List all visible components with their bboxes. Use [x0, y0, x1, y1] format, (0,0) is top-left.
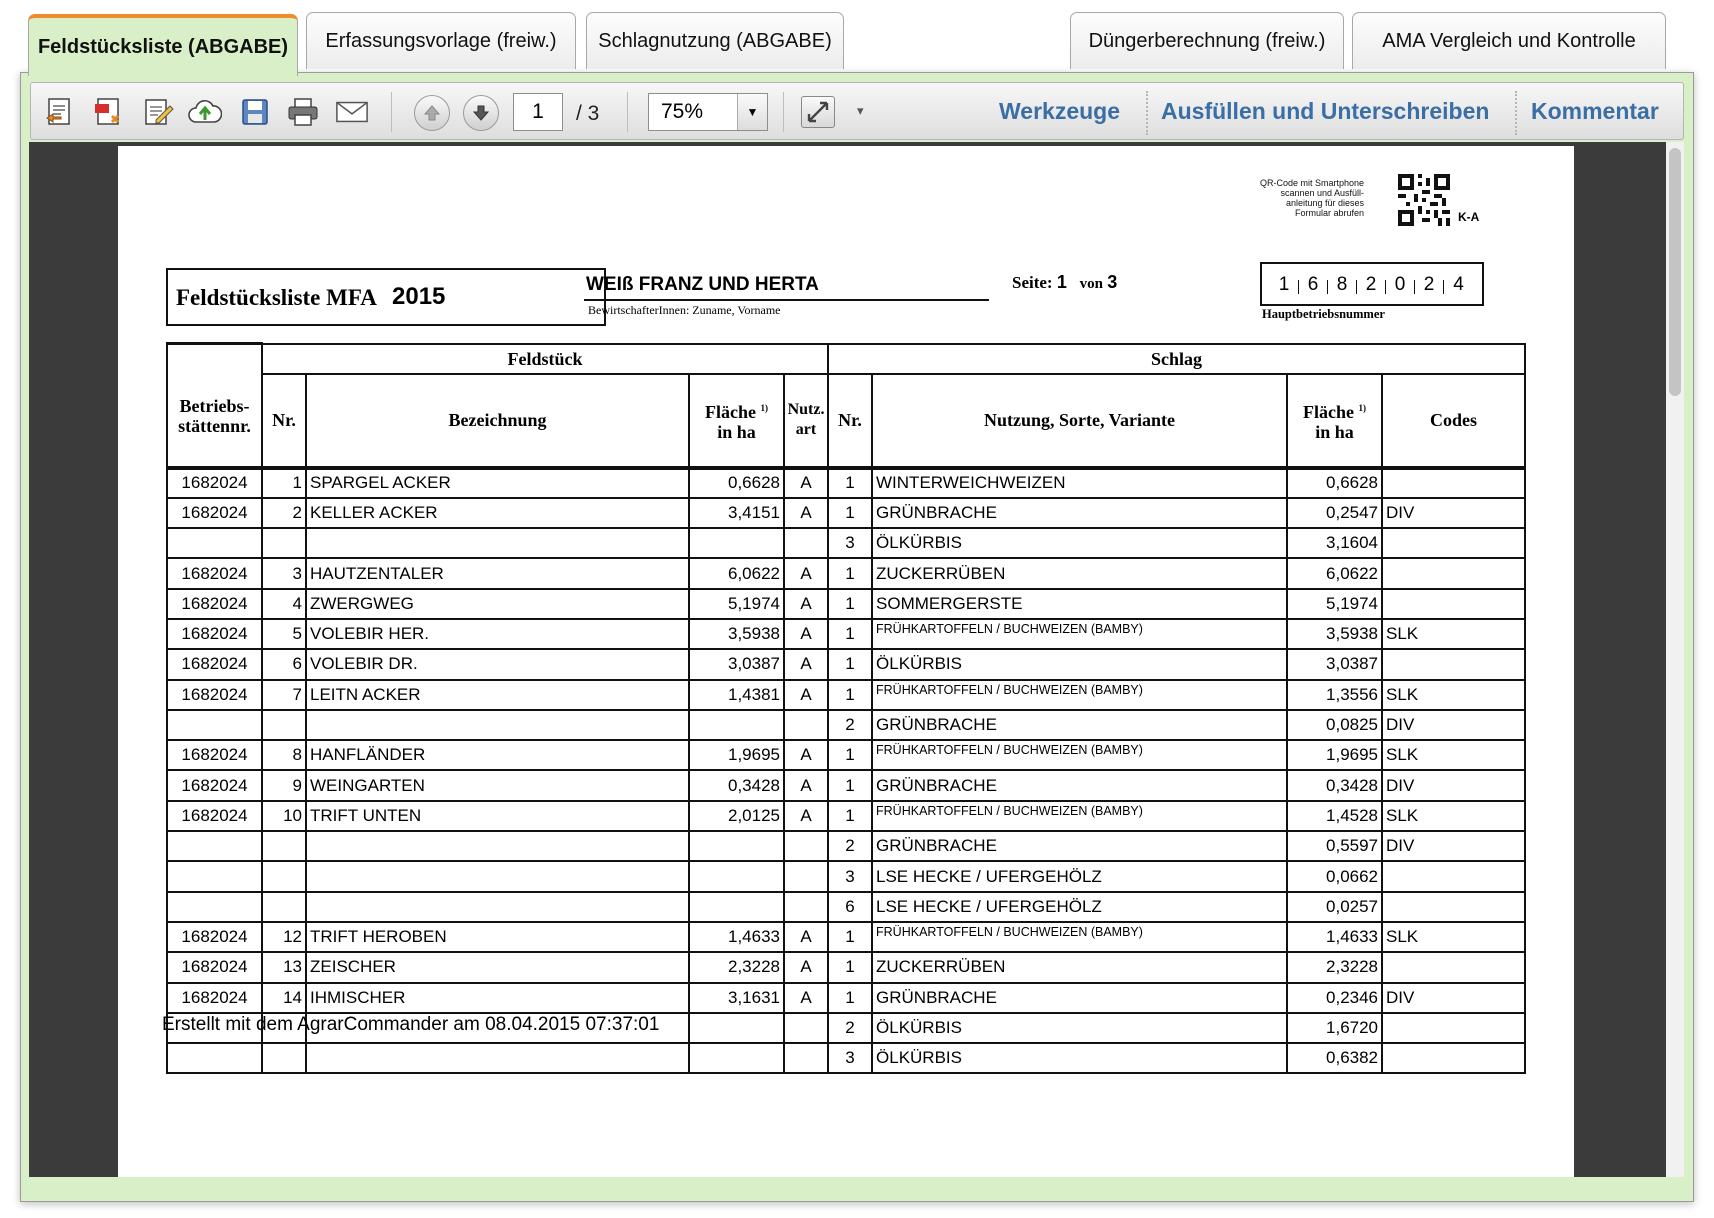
- table-cell-snr: 3: [828, 861, 872, 891]
- hbn-digit: 1: [1270, 280, 1299, 294]
- table-cell-snr: 6: [828, 892, 872, 922]
- tab-feldstuecksliste[interactable]: Feldstücksliste (ABGABE): [28, 14, 298, 76]
- page-total: / 3: [576, 102, 600, 125]
- header-schlag: Schlag: [828, 344, 1525, 374]
- table-cell-bez: HAUTZENTALER: [306, 558, 689, 588]
- table-cell-nr: 12: [262, 922, 306, 952]
- tab-duengerberechnung[interactable]: Düngerberechnung (freiw.): [1070, 12, 1344, 69]
- table-cell-fl: [689, 892, 784, 922]
- export-icon[interactable]: [43, 96, 77, 128]
- table-row: [167, 619, 1525, 649]
- table-cell-betrieb: 1682024: [167, 680, 262, 710]
- table-cell-bez: [306, 892, 689, 922]
- table-cell-nutz: ÖLKÜRBIS: [872, 1043, 1287, 1073]
- table-cell-nr: 2: [262, 498, 306, 528]
- footer-text: Erstellt mit dem AgrarCommander am 08.04.2015 07:37:01: [162, 1014, 660, 1035]
- year: 2015: [392, 283, 446, 310]
- hbn-digit: 2: [1357, 280, 1386, 294]
- table-cell-code: DIV: [1382, 498, 1525, 528]
- table-cell-art: A: [784, 922, 828, 952]
- hbn-digit: 4: [1453, 274, 1464, 295]
- header-nr: Nr.: [262, 374, 306, 468]
- table-cell-bez: TRIFT HEROBEN: [306, 922, 689, 952]
- pdf-toolbar: [30, 82, 1684, 140]
- table-cell-code: SLK: [1382, 922, 1525, 952]
- hbn-digit: 0: [1386, 280, 1415, 294]
- table-cell-art: A: [784, 649, 828, 679]
- table-cell-nr: [262, 892, 306, 922]
- table-cell-nr: 4: [262, 589, 306, 619]
- table-cell-betrieb: 1682024: [167, 801, 262, 831]
- table-cell-art: A: [784, 770, 828, 800]
- table-cell-nr: 13: [262, 952, 306, 982]
- page-indicator: Seite: 1 von 3: [1012, 272, 1118, 292]
- table-cell-code: [1382, 558, 1525, 588]
- table-cell-fl: 1,9695: [689, 740, 784, 770]
- table-cell-betrieb: [167, 892, 262, 922]
- table-cell-snr: 3: [828, 528, 872, 558]
- table-cell-fl: 5,1974: [689, 589, 784, 619]
- pdf-icon[interactable]: [91, 96, 125, 128]
- table-cell-fl: 2,0125: [689, 801, 784, 831]
- table-row: [167, 831, 1525, 861]
- table-cell-nr: [262, 1043, 306, 1073]
- table-cell-nutz: LSE HECKE / UFERGEHÖLZ: [872, 892, 1287, 922]
- table-cell-nutz: FRÜHKARTOFFELN / BUCHWEIZEN (BAMBY): [872, 619, 1287, 649]
- table-cell-nutz: ZUCKERRÜBEN: [872, 952, 1287, 982]
- table-cell-code: [1382, 1013, 1525, 1043]
- table-cell-sfl: 0,0257: [1287, 892, 1382, 922]
- table-cell-fl: 2,3228: [689, 952, 784, 982]
- table-cell-nutz: FRÜHKARTOFFELN / BUCHWEIZEN (BAMBY): [872, 922, 1287, 952]
- table-cell-snr: 1: [828, 619, 872, 649]
- table-cell-nutz: FRÜHKARTOFFELN / BUCHWEIZEN (BAMBY): [872, 801, 1287, 831]
- table-cell-code: DIV: [1382, 831, 1525, 861]
- header-nutzung: Nutzung, Sorte, Variante: [872, 374, 1287, 468]
- parcel-table: [166, 342, 1526, 1074]
- table-cell-sfl: 3,5938: [1287, 619, 1382, 649]
- page-down-icon[interactable]: [463, 95, 499, 131]
- table-cell-fl: [689, 1013, 784, 1043]
- table-row: [167, 498, 1525, 528]
- table-cell-snr: 1: [828, 680, 872, 710]
- table-cell-snr: 1: [828, 649, 872, 679]
- table-cell-nutz: GRÜNBRACHE: [872, 498, 1287, 528]
- tab-schlagnutzung[interactable]: Schlagnutzung (ABGABE): [586, 12, 844, 69]
- table-cell-code: SLK: [1382, 619, 1525, 649]
- table-row: [167, 892, 1525, 922]
- table-cell-snr: 1: [828, 498, 872, 528]
- table-cell-bez: LEITN ACKER: [306, 680, 689, 710]
- scrollbar-thumb[interactable]: [1669, 148, 1681, 396]
- table-cell-betrieb: 1682024: [167, 558, 262, 588]
- menu-icon[interactable]: ▾: [857, 103, 864, 118]
- table-cell-nutz: GRÜNBRACHE: [872, 710, 1287, 740]
- table-cell-art: A: [784, 801, 828, 831]
- chevron-down-icon[interactable]: ▼: [737, 94, 767, 130]
- table-cell-snr: 3: [828, 1043, 872, 1073]
- table-cell-art: [784, 1043, 828, 1073]
- tools-button[interactable]: Werkzeuge: [999, 98, 1121, 124]
- table-cell-sfl: 3,1604: [1287, 528, 1382, 558]
- table-cell-betrieb: [167, 710, 262, 740]
- table-cell-nr: 10: [262, 801, 306, 831]
- table-row: [167, 801, 1525, 831]
- table-cell-fl: [689, 528, 784, 558]
- table-cell-betrieb: 1682024: [167, 619, 262, 649]
- table-cell-sfl: 1,6720: [1287, 1013, 1382, 1043]
- table-cell-bez: HANFLÄNDER: [306, 740, 689, 770]
- table-cell-code: [1382, 1043, 1525, 1073]
- table-cell-sfl: 5,1974: [1287, 589, 1382, 619]
- table-cell-fl: [689, 831, 784, 861]
- table-cell-art: [784, 528, 828, 558]
- table-cell-bez: [306, 831, 689, 861]
- table-cell-nr: 3: [262, 558, 306, 588]
- table-cell-code: DIV: [1382, 983, 1525, 1013]
- table-cell-bez: SPARGEL ACKER: [306, 468, 689, 498]
- table-cell-betrieb: 1682024: [167, 589, 262, 619]
- table-cell-art: [784, 831, 828, 861]
- table-cell-nutz: FRÜHKARTOFFELN / BUCHWEIZEN (BAMBY): [872, 740, 1287, 770]
- table-cell-bez: TRIFT UNTEN: [306, 801, 689, 831]
- table-cell-snr: 1: [828, 952, 872, 982]
- table-cell-sfl: 2,3228: [1287, 952, 1382, 982]
- table-cell-nr: 7: [262, 680, 306, 710]
- table-cell-art: A: [784, 952, 828, 982]
- table-cell-code: [1382, 892, 1525, 922]
- table-cell-snr: 1: [828, 740, 872, 770]
- table-cell-fl: [689, 710, 784, 740]
- table-cell-betrieb: 1682024: [167, 983, 262, 1013]
- table-cell-snr: 2: [828, 1013, 872, 1043]
- table-cell-nr: 14: [262, 983, 306, 1013]
- table-cell-bez: IHMISCHER: [306, 983, 689, 1013]
- table-cell-nr: 1: [262, 468, 306, 498]
- table-cell-art: [784, 892, 828, 922]
- table-cell-code: SLK: [1382, 801, 1525, 831]
- qr-caption: QR-Code mit Smartphone scannen und Ausfüll- anleitung für dieses Formular abrufen: [1260, 178, 1365, 218]
- page-number-input[interactable]: 1: [513, 93, 563, 131]
- table-cell-fl: [689, 861, 784, 891]
- table-cell-art: [784, 861, 828, 891]
- hbn-digit: 6: [1299, 280, 1328, 294]
- table-cell-betrieb: 1682024: [167, 740, 262, 770]
- table-cell-nutz: ÖLKÜRBIS: [872, 649, 1287, 679]
- table-row: [167, 1043, 1525, 1073]
- header-flaeche: Fläche $^{1)}$ in ha: [689, 374, 784, 468]
- header-codes: Codes: [1382, 374, 1525, 468]
- header-bezeichnung: Bezeichnung: [306, 374, 689, 468]
- table-cell-sfl: 0,3428: [1287, 770, 1382, 800]
- table-cell-code: SLK: [1382, 740, 1525, 770]
- form-code: K-A: [1458, 210, 1480, 224]
- table-cell-nutz: LSE HECKE / UFERGEHÖLZ: [872, 861, 1287, 891]
- header-schlag-nr: Nr.: [828, 374, 872, 468]
- table-cell-art: A: [784, 558, 828, 588]
- table-cell-code: [1382, 952, 1525, 982]
- table-cell-sfl: 1,4528: [1287, 801, 1382, 831]
- table-cell-bez: [306, 1043, 689, 1073]
- table-cell-art: [784, 1013, 828, 1043]
- table-cell-betrieb: 1682024: [167, 952, 262, 982]
- table-cell-nutz: WINTERWEICHWEIZEN: [872, 468, 1287, 498]
- table-cell-code: [1382, 861, 1525, 891]
- table-cell-sfl: 1,3556: [1287, 680, 1382, 710]
- table-row: [167, 468, 1525, 498]
- table-cell-nr: 5: [262, 619, 306, 649]
- table-cell-fl: 1,4381: [689, 680, 784, 710]
- comment-button[interactable]: Kommentar: [1531, 98, 1659, 124]
- table-cell-sfl: 3,0387: [1287, 649, 1382, 679]
- table-cell-code: DIV: [1382, 710, 1525, 740]
- table-cell-sfl: 0,6382: [1287, 1043, 1382, 1073]
- table-cell-nutz: GRÜNBRACHE: [872, 831, 1287, 861]
- table-cell-snr: 2: [828, 710, 872, 740]
- table-cell-betrieb: 1682024: [167, 770, 262, 800]
- table-cell-nr: [262, 861, 306, 891]
- edit-icon[interactable]: [141, 96, 175, 128]
- table-cell-bez: VOLEBIR DR.: [306, 649, 689, 679]
- table-cell-sfl: 0,2547: [1287, 498, 1382, 528]
- table-row: [167, 589, 1525, 619]
- table-cell-fl: 3,1631: [689, 983, 784, 1013]
- header-nutzart: Nutz. art: [784, 374, 828, 468]
- email-icon[interactable]: [335, 96, 369, 128]
- table-cell-fl: 3,4151: [689, 498, 784, 528]
- table-cell-betrieb: [167, 861, 262, 891]
- table-cell-fl: 1,4633: [689, 922, 784, 952]
- table-cell-art: A: [784, 589, 828, 619]
- farmer-name: WEIß FRANZ UND HERTA: [586, 274, 819, 295]
- table-cell-betrieb: 1682024: [167, 468, 262, 498]
- document-page: [118, 146, 1574, 1177]
- print-icon[interactable]: [286, 96, 320, 128]
- table-cell-art: A: [784, 740, 828, 770]
- table-cell-snr: 1: [828, 770, 872, 800]
- table-cell-sfl: 0,2346: [1287, 983, 1382, 1013]
- table-cell-snr: 1: [828, 589, 872, 619]
- table-cell-art: A: [784, 983, 828, 1013]
- table-row: [167, 680, 1525, 710]
- table-cell-betrieb: 1682024: [167, 649, 262, 679]
- table-cell-bez: [306, 528, 689, 558]
- header-schlag-flaeche: Fläche $^{1)}$ in ha: [1287, 374, 1382, 468]
- table-cell-code: [1382, 649, 1525, 679]
- table-cell-sfl: 1,4633: [1287, 922, 1382, 952]
- zoom-value: 75%: [661, 100, 704, 123]
- table-cell-art: A: [784, 468, 828, 498]
- tab-erfassungsvorlage[interactable]: Erfassungsvorlage (freiw.): [306, 12, 576, 69]
- table-cell-fl: 0,3428: [689, 770, 784, 800]
- table-cell-nutz: SOMMERGERSTE: [872, 589, 1287, 619]
- upload-icon[interactable]: [188, 96, 222, 128]
- zoom-select[interactable]: [648, 93, 768, 131]
- table-cell-art: [784, 710, 828, 740]
- table-cell-sfl: 6,0622: [1287, 558, 1382, 588]
- table-cell-nutz: ZUCKERRÜBEN: [872, 558, 1287, 588]
- table-cell-sfl: 0,0825: [1287, 710, 1382, 740]
- page-up-icon[interactable]: [414, 95, 450, 131]
- table-cell-fl: [689, 1043, 784, 1073]
- table-row: [167, 649, 1525, 679]
- table-cell-nutz: FRÜHKARTOFFELN / BUCHWEIZEN (BAMBY): [872, 680, 1287, 710]
- table-cell-art: A: [784, 680, 828, 710]
- name-caption: BewirtschafterInnen: Zuname, Vorname: [588, 303, 781, 317]
- table-cell-code: DIV: [1382, 770, 1525, 800]
- table-row: [167, 558, 1525, 588]
- table-cell-bez: KELLER ACKER: [306, 498, 689, 528]
- table-row: [167, 952, 1525, 982]
- table-cell-bez: VOLEBIR HER.: [306, 619, 689, 649]
- table-cell-sfl: 0,5597: [1287, 831, 1382, 861]
- table-cell-sfl: 1,9695: [1287, 740, 1382, 770]
- table-row: [167, 770, 1525, 800]
- table-cell-betrieb: [167, 528, 262, 558]
- table-cell-sfl: 0,0662: [1287, 861, 1382, 891]
- table-cell-nutz: GRÜNBRACHE: [872, 983, 1287, 1013]
- table-cell-art: A: [784, 619, 828, 649]
- table-row: [167, 922, 1525, 952]
- table-cell-bez: ZWERGWEG: [306, 589, 689, 619]
- table-cell-code: [1382, 589, 1525, 619]
- table-cell-snr: 1: [828, 801, 872, 831]
- table-cell-fl: 6,0622: [689, 558, 784, 588]
- table-cell-nutz: GRÜNBRACHE: [872, 770, 1287, 800]
- fill-sign-button[interactable]: Ausfüllen und Unterschreiben: [1161, 98, 1490, 124]
- table-cell-snr: 1: [828, 558, 872, 588]
- table-cell-fl: 0,6628: [689, 468, 784, 498]
- table-cell-nr: 6: [262, 649, 306, 679]
- table-cell-bez: [306, 710, 689, 740]
- fullscreen-icon[interactable]: [801, 96, 835, 128]
- table-cell-bez: WEINGARTEN: [306, 770, 689, 800]
- table-row: [167, 983, 1525, 1013]
- table-row: [167, 710, 1525, 740]
- table-cell-sfl: 0,6628: [1287, 468, 1382, 498]
- table-row: [167, 861, 1525, 891]
- table-cell-snr: 1: [828, 983, 872, 1013]
- table-row: [167, 740, 1525, 770]
- table-cell-fl: 3,0387: [689, 649, 784, 679]
- save-icon[interactable]: [238, 96, 272, 128]
- table-cell-nr: [262, 831, 306, 861]
- table-cell-nr: [262, 528, 306, 558]
- table-row: [167, 528, 1525, 558]
- page-title: Feldstücksliste MFA: [176, 285, 377, 310]
- table-cell-nr: [262, 710, 306, 740]
- table-cell-nr: 9: [262, 770, 306, 800]
- table-cell-snr: 1: [828, 922, 872, 952]
- hbn-box: [1260, 262, 1484, 306]
- table-cell-snr: 1: [828, 468, 872, 498]
- table-cell-nutz: ÖLKÜRBIS: [872, 1013, 1287, 1043]
- table-cell-betrieb: 1682024: [167, 498, 262, 528]
- table-cell-nr: 8: [262, 740, 306, 770]
- hbn-caption: Hauptbetriebsnummer: [1262, 307, 1385, 321]
- table-cell-betrieb: 1682024: [167, 922, 262, 952]
- table-cell-bez: ZEISCHER: [306, 952, 689, 982]
- table-cell-betrieb: [167, 831, 262, 861]
- hbn-digit: 8: [1328, 280, 1357, 294]
- table-cell-bez: [306, 861, 689, 891]
- hbn-digit: 2: [1415, 280, 1444, 294]
- table-cell-fl: 3,5938: [689, 619, 784, 649]
- title-box: [166, 268, 606, 326]
- header-betrieb: Betriebs- stättennr.: [167, 344, 262, 468]
- tab-ama-vergleich[interactable]: AMA Vergleich und Kontrolle: [1352, 12, 1666, 69]
- qr-code-icon: [1398, 174, 1450, 226]
- table-cell-code: [1382, 468, 1525, 498]
- table-cell-code: SLK: [1382, 680, 1525, 710]
- table-cell-code: [1382, 528, 1525, 558]
- table-cell-betrieb: [167, 1043, 262, 1073]
- table-cell-snr: 2: [828, 831, 872, 861]
- table-cell-nutz: ÖLKÜRBIS: [872, 528, 1287, 558]
- header-feldstueck: Feldstück: [262, 344, 828, 374]
- table-cell-art: A: [784, 498, 828, 528]
